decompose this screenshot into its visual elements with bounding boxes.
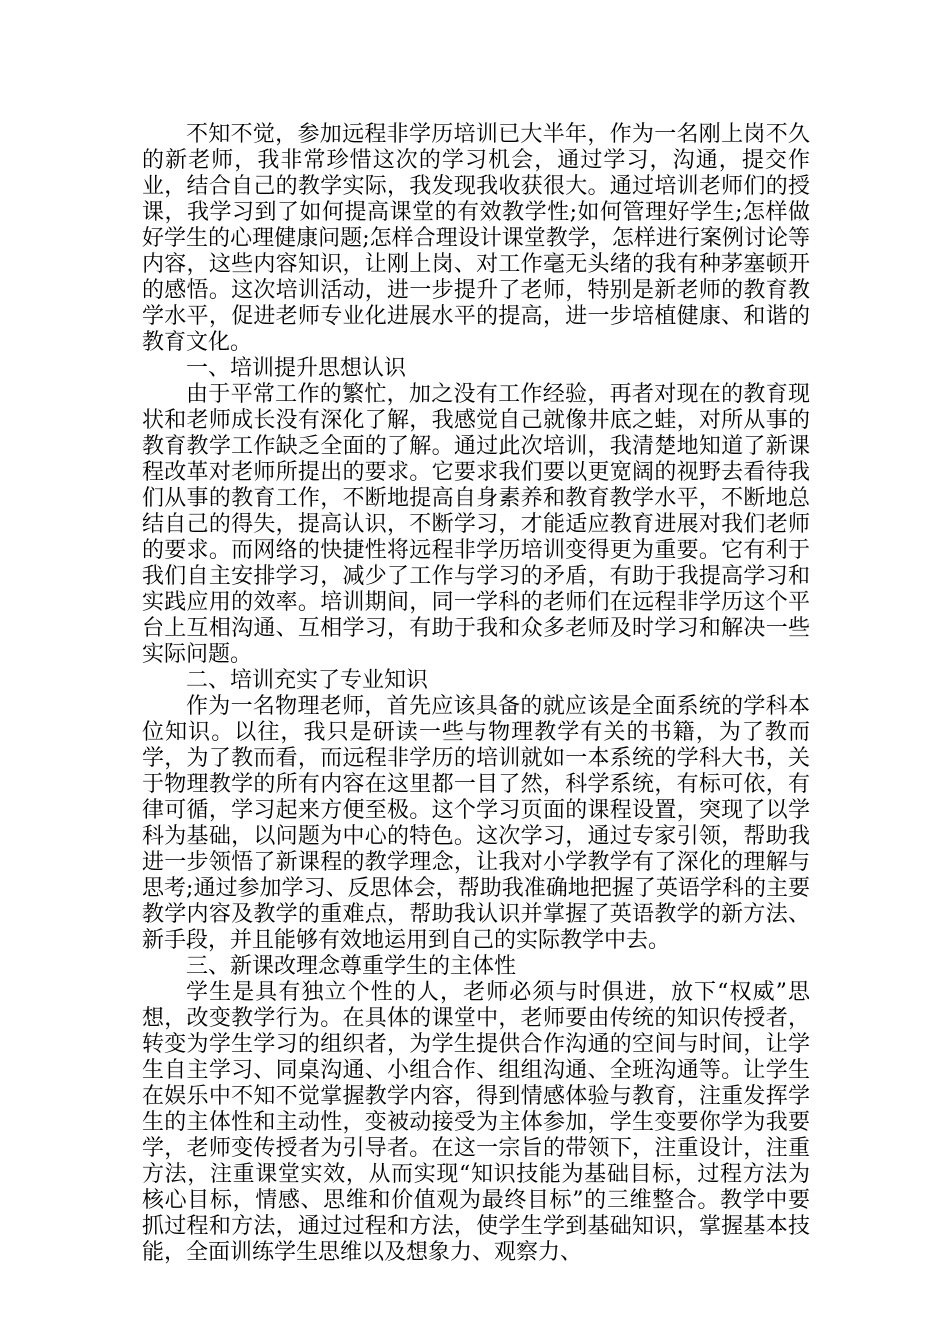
section-heading-1: 一、培训提升思想认识: [186, 356, 407, 381]
section-paragraph-2: 作为一名物理老师，首先应该具备的就应该是全面系统的学科本位知识。以往，我只是研读一些与物理教学有关的书籍，为了教而学，为了教而看，而远程非学历的培训就如一本系统的学科大书，关于物理教学的所有内容在这里都一目了然，科学系统，有标可依，有律可循，学习起来方便至极。这个学习页面的课程设置，突现了以学科为基础，以问题为中心的特色。这次学习，通过专家引领，帮助我进一步领悟了新课程的教学理念，让我对小学教学有了深化的理解与思考;通过参加学习、反思体会，帮助我准确地把握了英语学科的主要教学内容及教学的重难点，帮助我认识并掌握了英语教学的新方法、新手段，并且能够有效地运用到自己的实际教学中去。: [142, 694, 810, 953]
intro-paragraph: 不知不觉，参加远程非学历培训已大半年，作为一名刚上岗不久的新老师，我非常珍惜这次的学习机会，通过学习，沟通，提交作业，结合自己的教学实际，我发现我收获很大。通过培训老师们的授课，我学习到了如何提高课堂的有效教学性;如何管理好学生;怎样做好学生的心理健康问题;怎样合理设计课堂教学，怎样进行案例讨论等内容，这些内容知识，让刚上岗、对工作毫无头绪的我有种茅塞顿开的感悟。这次培训活动，进一步提升了老师，特别是新老师的教育教学水平，促进老师专业化进展水平的提高，进一步培植健康、和谐的教育文化。: [142, 122, 810, 355]
section-paragraph-1: 由于平常工作的繁忙，加之没有工作经验，再者对现在的教育现状和老师成长没有深化了解，我感觉自己就像井底之蛙，对所从事的教育教学工作缺乏全面的了解。通过此次培训，我清楚地知道了新课程改革对老师所提出的要求。它要求我们要以更宽阔的视野去看待我们从事的教育工作，不断地提高自身素养和教育教学水平，不断地总结自己的得失，提高认识，不断学习，才能适应教育进展对我们老师的要求。而网络的快捷性将远程非学历培训变得更为重要。它有利于我们自主安排学习，减少了工作与学习的矛盾，有助于我提高学习和实践应用的效率。培训期间，同一学科的老师们在远程非学历这个平台上互相沟通、互相学习，有助于我和众多老师及时学习和解决一些实际问题。: [142, 382, 810, 667]
section-heading-2: 二、培训充实了专业知识: [186, 668, 429, 693]
document-body: [142, 122, 810, 1266]
section-heading-3: 三、新课改理念尊重学生的主体性: [186, 954, 517, 979]
section-paragraph-3: 学生是具有独立个性的人，老师必须与时俱进，放下“权威”思想，改变教学行为。在具体的课堂中，老师要由传统的知识传授者，转变为学生学习的组织者，为学生提供合作沟通的空间与时间，让学生自主学习、同桌沟通、小组合作、组组沟通、全班沟通等。让学生在娱乐中不知不觉掌握教学内容，得到情感体验与教育，注重发挥学生的主体性和主动性，变被动接受为主体参加，学生变要你学为我要学，老师变传授者为引导者。在这一宗旨的带领下，注重设计，注重方法，注重课堂实效，从而实现“知识技能为基础目标，过程方法为核心目标，情感、思维和价值观为最终目标”的三维整合。教学中要抓过程和方法，通过过程和方法，使学生学到基础知识，掌握基本技能，全面训练学生思维以及想象力、观察力、: [142, 980, 810, 1265]
